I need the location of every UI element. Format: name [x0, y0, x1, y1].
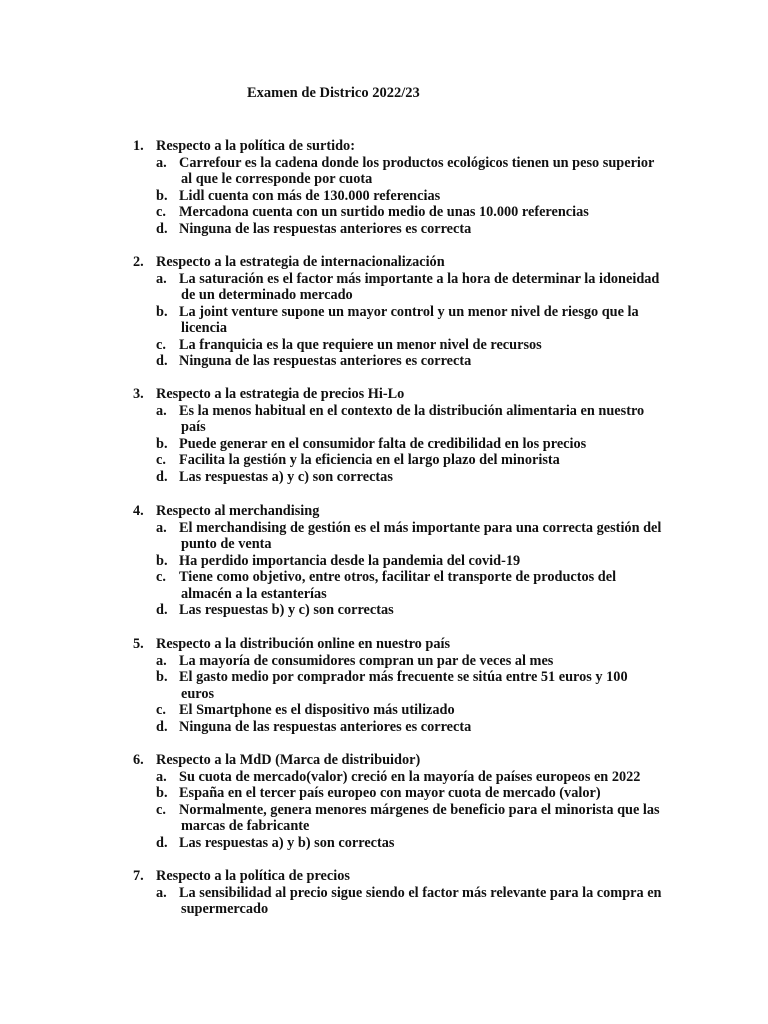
question-header: [0, 503, 768, 520]
option-letter: a.: [156, 519, 167, 536]
question-item: [0, 636, 768, 735]
question-header: [0, 752, 768, 769]
option-text-line: Su cuota de mercado(valor) creció en la mayoría de países europeos en 2022: [179, 768, 641, 785]
option-letter: a.: [156, 768, 167, 785]
option-text: [179, 436, 679, 453]
question-text: Respecto al merchandising: [156, 503, 320, 519]
option-text: [179, 602, 679, 619]
question-number: 2.: [133, 254, 144, 270]
option-text: [179, 885, 679, 918]
option-text: [179, 520, 679, 553]
answer-option: [0, 769, 768, 786]
option-text: [179, 403, 679, 436]
option-text-line: Ninguna de las respuestas anteriores es correcta: [179, 353, 472, 369]
answer-option: [0, 520, 768, 553]
option-text: [179, 769, 679, 786]
option-text-line: marcas de fabricante: [181, 818, 310, 834]
answer-option: [0, 785, 768, 802]
question-text: Respecto a la política de surtido:: [156, 138, 355, 154]
answer-option: [0, 653, 768, 670]
option-text: [179, 835, 679, 852]
answer-option: [0, 436, 768, 453]
option-text: [179, 188, 679, 205]
option-text: [179, 337, 679, 354]
question-text: Respecto a la MdD (Marca de distribuidor): [156, 752, 421, 768]
option-letter: c.: [156, 452, 166, 468]
option-letter: d.: [156, 602, 168, 618]
option-text-line: España en el tercer país europeo con mayor cuota de mercado (valor): [179, 785, 601, 801]
question-number: 4.: [133, 503, 144, 519]
option-text-line: Lidl cuenta con más de 130.000 referencias: [179, 187, 441, 204]
question-header: [0, 254, 768, 271]
question-item: [0, 752, 768, 851]
answer-option: [0, 353, 768, 370]
option-letter: d.: [156, 220, 168, 237]
option-text-line: El gasto medio por comprador más frecuente se sitúa entre 51 euros y 100: [179, 669, 628, 685]
question-header: [0, 636, 768, 653]
option-letter: b.: [156, 303, 168, 320]
option-text-line: La mayoría de consumidores compran un par de veces al mes: [179, 652, 554, 669]
answer-option: [0, 221, 768, 238]
option-letter: d.: [156, 834, 168, 851]
question-item: [0, 138, 768, 237]
option-letter: b.: [156, 552, 168, 569]
answer-option: [0, 188, 768, 205]
option-letter: b.: [156, 187, 168, 204]
answer-option: [0, 271, 768, 304]
question-item: [0, 503, 768, 619]
question-header: [0, 386, 768, 403]
option-text-line: euros: [181, 685, 215, 702]
option-letter: c.: [156, 336, 166, 353]
question-text: Respecto a la distribución online en nuestro país: [156, 636, 451, 652]
option-letter: b.: [156, 785, 168, 801]
option-letter: a.: [156, 154, 167, 171]
option-text-line: Normalmente, genera menores márgenes de beneficio para el minorista que las: [179, 801, 660, 818]
option-text-line: de un determinado mercado: [181, 287, 353, 303]
question-number: 3.: [133, 386, 144, 402]
question-item: [0, 254, 768, 370]
question-number: 7.: [133, 868, 144, 884]
answer-option: [0, 602, 768, 619]
option-letter: b.: [156, 435, 168, 452]
option-text: [179, 155, 679, 188]
option-letter: d.: [156, 718, 168, 735]
option-text-line: Carrefour es la cadena donde los productos ecológicos tienen un peso superior: [179, 154, 655, 171]
option-text-line: El Smartphone es el dispositivo más utilizado: [179, 702, 455, 718]
option-text: [179, 452, 679, 469]
option-letter: c.: [156, 204, 166, 220]
question-header: [0, 868, 768, 885]
option-text-line: La joint venture supone un mayor control y un menor nivel de riesgo que la: [179, 303, 639, 320]
option-text-line: Ninguna de las respuestas anteriores es correcta: [179, 220, 472, 237]
answer-option: [0, 403, 768, 436]
option-letter: d.: [156, 353, 168, 369]
option-text-line: Las respuestas a) y c) son correctas: [179, 468, 393, 485]
option-letter: a.: [156, 402, 167, 419]
option-text: [179, 353, 679, 370]
answer-option: [0, 155, 768, 188]
option-text: [179, 702, 679, 719]
question-text: Respecto a la estrategia de precios Hi-Lo: [156, 386, 405, 402]
option-text: [179, 653, 679, 670]
answer-option: [0, 553, 768, 570]
option-text-line: El merchandising de gestión es el más importante para una correcta gestión del: [179, 519, 662, 536]
option-text-line: Es la menos habitual en el contexto de la distribución alimentaria en nuestro: [179, 402, 645, 419]
option-letter: c.: [156, 801, 166, 818]
option-text-line: supermercado: [181, 901, 269, 917]
answer-option: [0, 835, 768, 852]
option-text: [179, 802, 679, 835]
option-text: [179, 785, 679, 802]
option-letter: d.: [156, 468, 168, 485]
question-number: 6.: [133, 752, 144, 768]
answer-option: [0, 885, 768, 918]
option-text-line: punto de venta: [181, 536, 272, 552]
option-text: [179, 221, 679, 238]
answer-option: [0, 802, 768, 835]
option-text-line: Mercadona cuenta con un surtido medio de unas 10.000 referencias: [179, 204, 589, 220]
option-text-line: La saturación es el factor más importante a la hora de determinar la idoneidad: [179, 270, 660, 287]
option-text-line: Las respuestas b) y c) son correctas: [179, 602, 394, 618]
option-letter: c.: [156, 569, 166, 585]
option-text-line: licencia: [181, 320, 228, 336]
option-text-line: Tiene como objetivo, entre otros, facilitar el transporte de productos del: [179, 569, 617, 585]
option-text-line: Puede generar en el consumidor falta de credibilidad en los precios: [179, 435, 587, 452]
option-text-line: Ha perdido importancia desde la pandemia del covid-19: [179, 552, 521, 569]
option-text-line: La sensibilidad al precio sigue siendo el factor más relevante para la compra en: [179, 884, 662, 901]
option-text: [179, 553, 679, 570]
answer-option: [0, 204, 768, 221]
option-letter: b.: [156, 669, 168, 685]
option-text: [179, 304, 679, 337]
option-text-line: Facilita la gestión y la eficiencia en el largo plazo del minorista: [179, 452, 560, 468]
option-text-line: Las respuestas a) y b) son correctas: [179, 834, 395, 851]
option-letter: c.: [156, 702, 166, 718]
option-text-line: La franquicia es la que requiere un menor nivel de recursos: [179, 336, 542, 353]
option-text: [179, 469, 679, 486]
question-text: Respecto a la estrategia de internacionalización: [156, 254, 445, 270]
option-text: [179, 669, 679, 702]
question-text: Respecto a la política de precios: [156, 868, 350, 884]
question-number: 1.: [133, 138, 144, 154]
question-header: [0, 138, 768, 155]
option-letter: a.: [156, 652, 167, 669]
answer-option: [0, 702, 768, 719]
answer-option: [0, 452, 768, 469]
option-text-line: almacén a la estanterías: [181, 585, 327, 602]
option-letter: a.: [156, 270, 167, 287]
option-text: [179, 719, 679, 736]
option-text-line: país: [181, 419, 206, 435]
answer-option: [0, 669, 768, 702]
option-text: [179, 204, 679, 221]
question-number: 5.: [133, 636, 144, 652]
answer-option: [0, 304, 768, 337]
option-text-line: al que le corresponde por cuota: [181, 171, 373, 187]
option-letter: a.: [156, 884, 167, 901]
answer-option: [0, 337, 768, 354]
answer-option: [0, 569, 768, 602]
question-item: [0, 386, 768, 485]
answer-option: [0, 719, 768, 736]
option-text: [179, 569, 679, 602]
answer-option: [0, 469, 768, 486]
exam-title: Examen de Districo 2022/23: [247, 85, 420, 101]
option-text-line: Ninguna de las respuestas anteriores es correcta: [179, 718, 472, 735]
option-text: [179, 271, 679, 304]
question-item: [0, 868, 768, 918]
